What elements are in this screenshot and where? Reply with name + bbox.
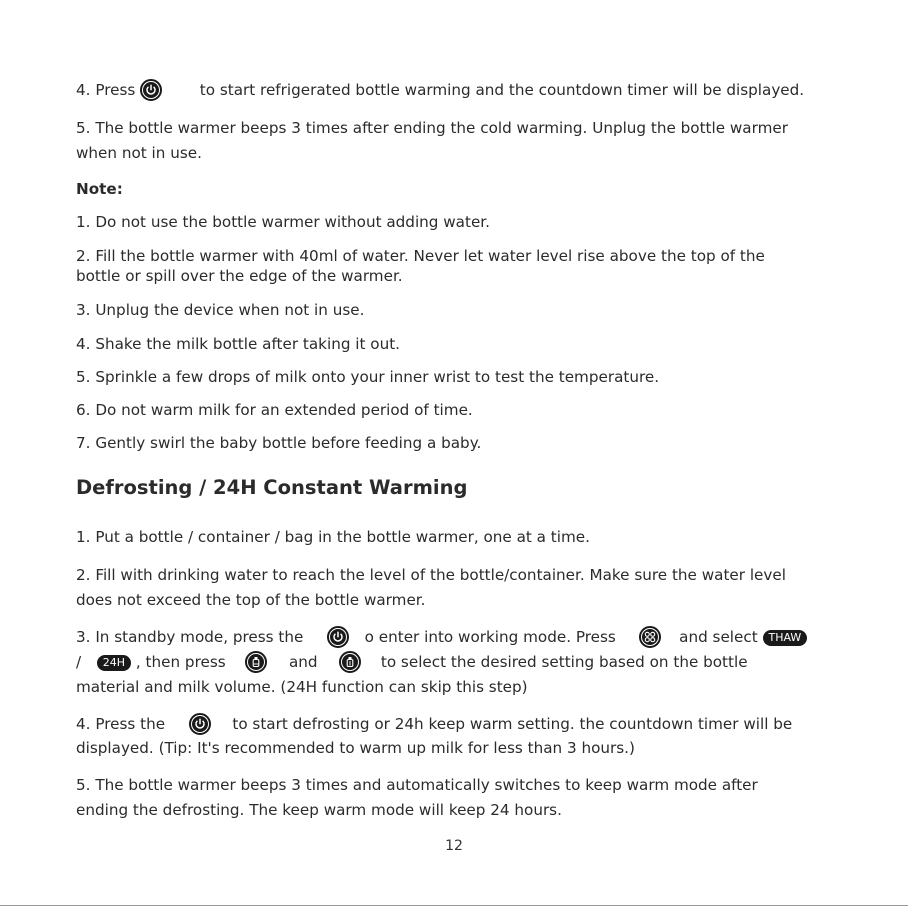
bottle-down-icon (245, 651, 267, 673)
top-step5-line1: 5. The bottle warmer beeps 3 times after ending the cold warming. Unplug the bottle warmer (76, 119, 788, 137)
power-icon (140, 79, 162, 101)
power-icon (189, 713, 211, 735)
page-number: 12 (445, 838, 463, 854)
section-step3-line3: material and milk volume. (24H function can skip this step) (76, 678, 528, 696)
note-item-5: 5. Sprinkle a few drops of milk onto your inner wrist to test the temperature. (76, 368, 660, 386)
note-item-4: 4. Shake the milk bottle after taking it out. (76, 335, 400, 353)
24h-badge: 24H (97, 655, 131, 671)
note-item-2-line1: 2. Fill the bottle warmer with 40ml of water. Never let water level rise above the top of the (76, 247, 765, 265)
section-step3-slash: / (76, 653, 82, 671)
power-icon (327, 626, 349, 648)
section-step3-text-e: and (288, 653, 318, 671)
section-step4-line1 (76, 713, 792, 735)
section-step3-line2 (76, 651, 748, 673)
section-heading: Defrosting / 24H Constant Warming (76, 476, 468, 499)
section-step3-text-d: , then press (135, 653, 226, 671)
section-step3-line1 (76, 626, 807, 648)
section-step1: 1. Put a bottle / container / bag in the bottle warmer, one at a time. (76, 528, 590, 546)
top-step5-line2: when not in use. (76, 144, 202, 162)
section-step4-line2: displayed. (Tip: It's recommended to warm up milk for less than 3 hours.) (76, 739, 635, 757)
section-step3-text-b: o enter into working mode. Press (364, 628, 616, 646)
top-step4-text-before: 4. Press (76, 81, 136, 99)
note-item-3: 3. Unplug the device when not in use. (76, 301, 365, 319)
section-step5-line1: 5. The bottle warmer beeps 3 times and automatically switches to keep warm mode after (76, 776, 758, 794)
thaw-badge: THAW (763, 630, 808, 646)
section-step5-line2: ending the defrosting. The keep warm mode will keep 24 hours. (76, 801, 562, 819)
note-title: Note: (76, 180, 123, 198)
mode-icon (639, 626, 661, 648)
note-item-2-line2: bottle or spill over the edge of the warmer. (76, 267, 403, 285)
top-step4 (76, 79, 804, 101)
note-item-1: 1. Do not use the bottle warmer without adding water. (76, 213, 490, 231)
section-step2-line2: does not exceed the top of the bottle warmer. (76, 591, 426, 609)
section-step2-line1: 2. Fill with drinking water to reach the level of the bottle/container. Make sure the water level (76, 566, 786, 584)
section-step4-text-b: to start defrosting or 24h keep warm setting. the countdown timer will be (232, 715, 793, 733)
note-item-7: 7. Gently swirl the baby bottle before feeding a baby. (76, 434, 482, 452)
section-step3-text-c: and select (679, 628, 758, 646)
section-step3-text-a: 3. In standby mode, press the (76, 628, 304, 646)
top-step4-text-after: to start refrigerated bottle warming and the countdown timer will be displayed. (199, 81, 805, 99)
section-step3-text-f: to select the desired setting based on the bottle (380, 653, 748, 671)
bottom-divider (0, 905, 908, 906)
bottle-up-icon (339, 651, 361, 673)
note-item-6: 6. Do not warm milk for an extended period of time. (76, 401, 473, 419)
section-step4-text-a: 4. Press the (76, 715, 166, 733)
